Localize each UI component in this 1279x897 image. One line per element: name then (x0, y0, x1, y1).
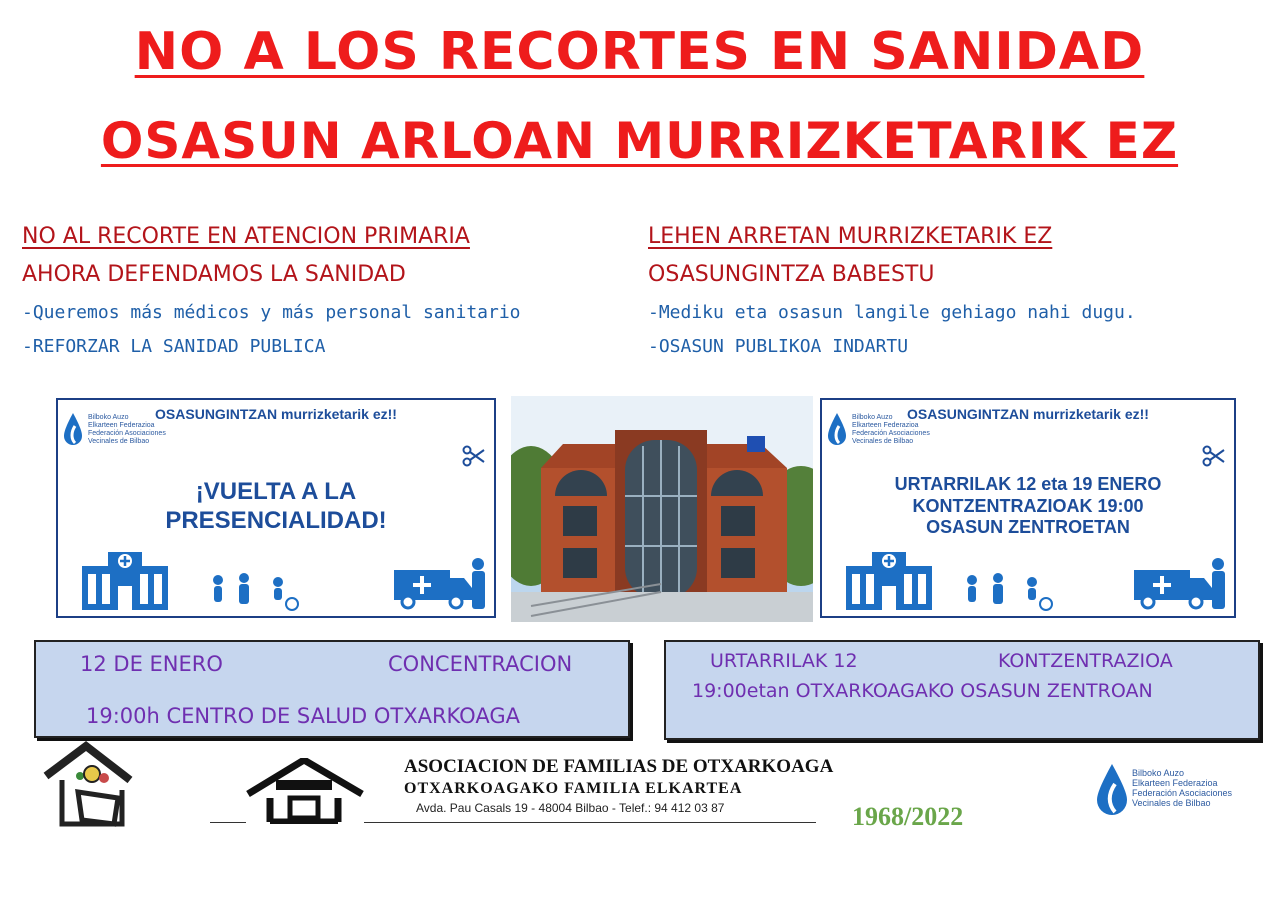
event-panel-es (34, 640, 630, 738)
brand-line: Bilboko Auzo (852, 414, 893, 421)
left-subheading: AHORA DEFENDAMOS LA SANIDAD (22, 262, 406, 287)
federation-name (1132, 768, 1232, 808)
brand-line: Elkarteen Federazioa (852, 422, 919, 429)
brand-line: Vecinales de Bilbao (88, 438, 150, 445)
right-bullet-1: -Mediku eta osasun langile gehiago nahi dugu. (648, 302, 1136, 323)
ambulance-icon (392, 556, 490, 612)
card-message (58, 478, 494, 536)
message-line: OSASUN ZENTROETAN (926, 517, 1130, 538)
people-icon (962, 572, 1062, 612)
event-place: 19:00etan OTXARKOAGAKO OSASUN ZENTROAN (692, 680, 1153, 702)
event-date: 12 DE ENERO (80, 652, 223, 676)
house-logo-icon (42, 740, 134, 828)
right-poster-card (820, 398, 1236, 618)
message-line: URTARRILAK 12 eta 19 ENERO (894, 474, 1162, 494)
event-place: 19:00h CENTRO DE SALUD OTXARKOAGA (86, 704, 520, 728)
federation-drop-icon (1094, 762, 1130, 818)
card-message (822, 474, 1234, 539)
footer-rule-left (210, 822, 246, 823)
fed-line: Vecinales de Bilbao (1132, 798, 1211, 808)
message-line: PRESENCIALIDAD! (165, 506, 387, 534)
assoc-name-eu: OTXARKOAGAKO FAMILIA ELKARTEA (404, 780, 743, 797)
people-icon (208, 572, 308, 612)
left-poster-card (56, 398, 496, 618)
footer-rule-right (364, 822, 816, 823)
message-line: ¡VUELTA A LA (195, 478, 357, 505)
anniversary-years: 1968/2022 (852, 802, 964, 831)
hospital-icon (844, 550, 934, 612)
scissors-icon (462, 444, 486, 468)
fed-line: Elkarteen Federazioa (1132, 778, 1218, 788)
right-heading: LEHEN ARRETAN MURRIZKETARIK EZ (648, 224, 1053, 249)
health-center-photo (511, 396, 813, 622)
brand-line: Federación Asociaciones (88, 430, 166, 437)
right-bullet-2: -OSASUN PUBLIKOA INDARTU (648, 336, 909, 357)
right-subheading: OSASUNGINTZA BABESTU (648, 262, 935, 287)
hospital-icon (80, 550, 170, 612)
event-date: URTARRILAK 12 (710, 650, 858, 672)
assoc-name-es: ASOCIACION DE FAMILIAS DE OTXARKOAGA (404, 756, 834, 777)
left-bullet-1: -Queremos más médicos y más personal sanitario (22, 302, 521, 323)
brand-line: Bilboko Auzo (88, 414, 129, 421)
message-line: KONTZENTRAZIOAK 19:00 (912, 495, 1144, 516)
event-type: CONCENTRACION (388, 652, 573, 676)
fed-line: Federación Asociaciones (1132, 788, 1233, 798)
assoc-address: Avda. Pau Casals 19 - 48004 Bilbao - Telef.: 94 412 03 87 (416, 801, 725, 815)
main-title-eu: OSASUN ARLOAN MURRIZKETARIK EZ (100, 112, 1179, 170)
left-bullet-2: -REFORZAR LA SANIDAD PUBLICA (22, 336, 326, 357)
brand-line: Vecinales de Bilbao (852, 438, 914, 445)
card-slogan: OSASUNGINTZAN murrizketarik ez!! (155, 406, 397, 422)
event-panel-eu (664, 640, 1260, 740)
ambulance-icon (1132, 556, 1230, 612)
scissors-icon (1202, 444, 1226, 468)
main-title-es: NO A LOS RECORTES EN SANIDAD (134, 22, 1145, 82)
fed-line: Bilboko Auzo (1132, 768, 1185, 778)
association-house-icon (246, 758, 364, 824)
card-slogan: OSASUNGINTZAN murrizketarik ez!! (907, 406, 1149, 422)
left-heading: NO AL RECORTE EN ATENCION PRIMARIA (22, 224, 470, 249)
brand-line: Federación Asociaciones (852, 430, 930, 437)
brand-line: Elkarteen Federazioa (88, 422, 155, 429)
event-type: KONTZENTRAZIOA (998, 650, 1173, 672)
